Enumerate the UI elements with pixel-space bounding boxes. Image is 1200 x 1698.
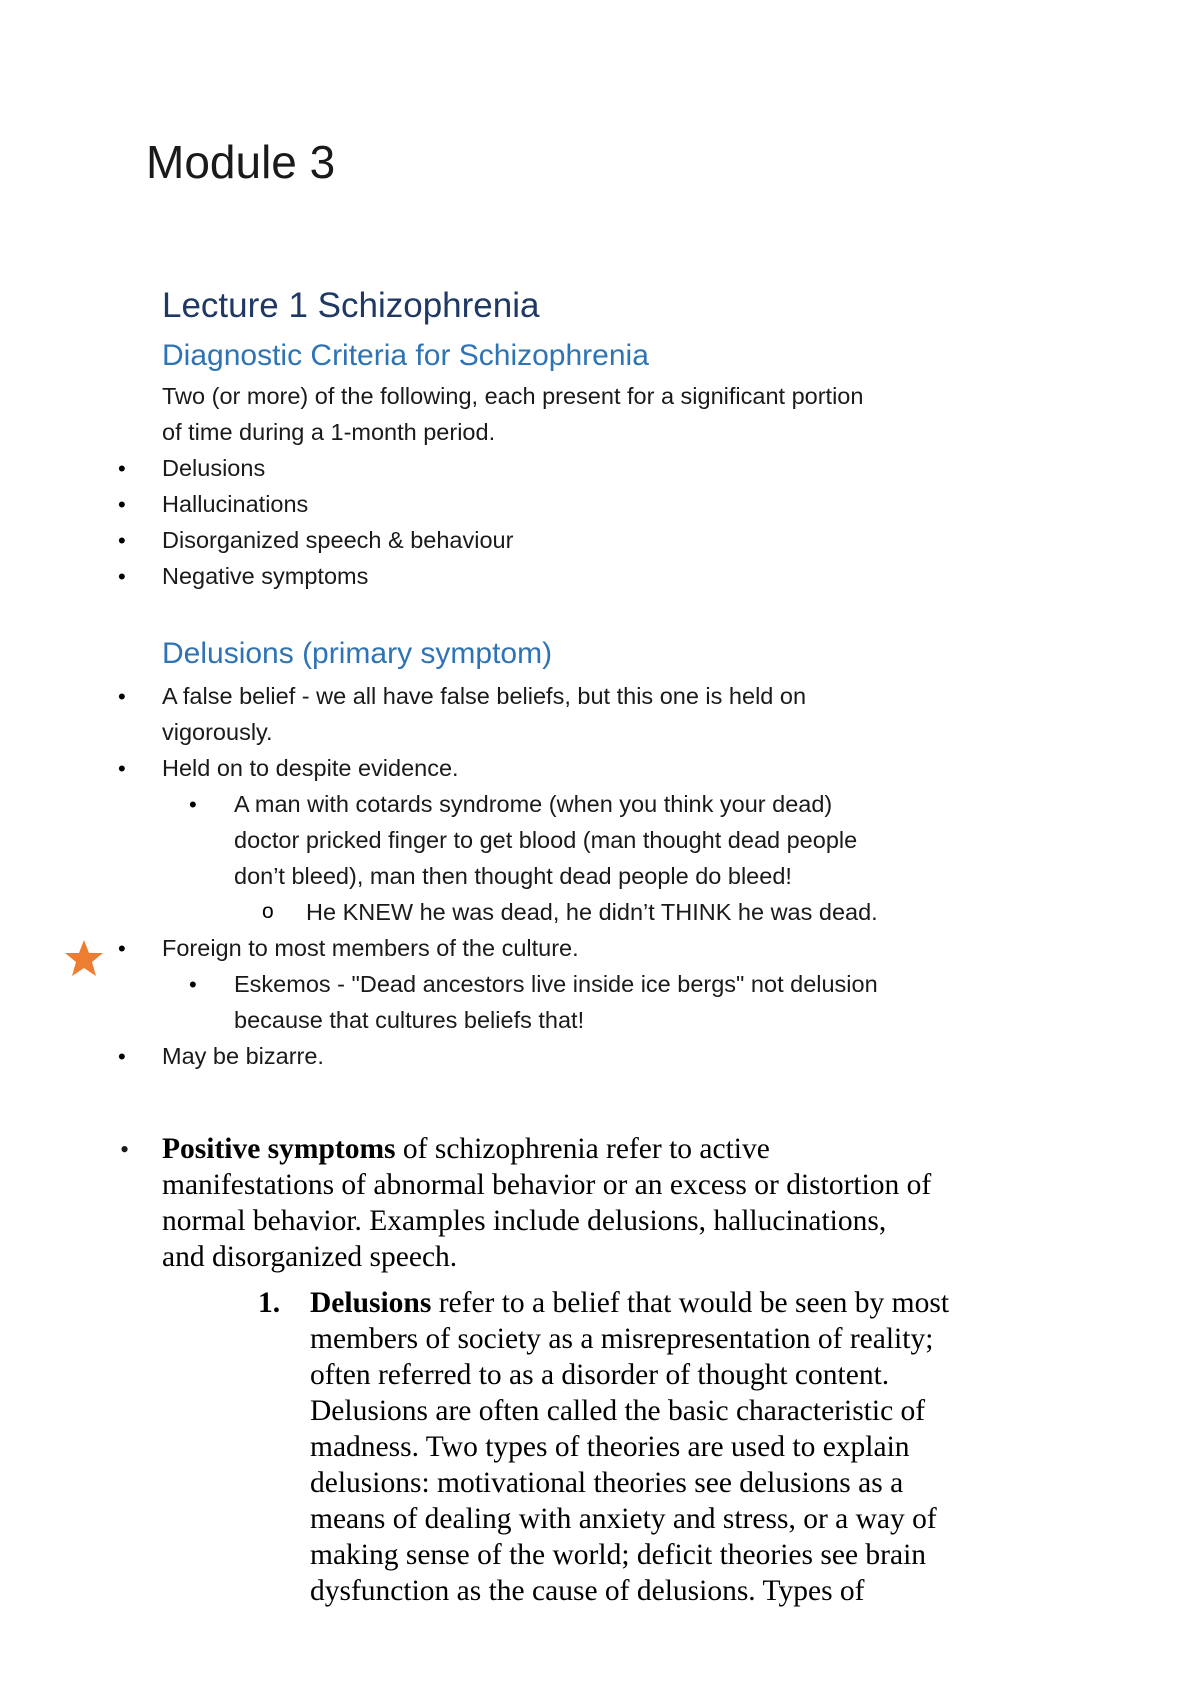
delusions-heading: Delusions (primary symptom): [162, 637, 553, 670]
positive-line4: and disorganized speech.: [162, 1241, 458, 1273]
num1-line6: delusions: motivational theories see delusions as a: [310, 1467, 904, 1499]
sub-bullet: •: [189, 972, 197, 997]
num1-line3: often referred to as a disorder of thought content.: [310, 1359, 890, 1391]
num1-line8: making sense of the world; deficit theories see brain: [310, 1539, 927, 1571]
bullet: •: [118, 564, 126, 589]
delusions-b3-sub-line1: Eskemos - "Dead ancestors live inside ice bergs" not delusion: [234, 971, 878, 997]
bullet: •: [118, 492, 126, 517]
bullet: •: [118, 1044, 126, 1069]
num1-line5: madness. Two types of theories are used to explain: [310, 1431, 910, 1463]
num1-line4: Delusions are often called the basic characteristic of: [310, 1395, 926, 1427]
num1-line7: means of dealing with anxiety and stress, or a way of: [310, 1503, 937, 1535]
diag-intro-line1: Two (or more) of the following, each present for a significant portion: [162, 383, 864, 409]
num1-line1: [310, 1285, 949, 1321]
num1-line1-rest: refer to a belief that would be seen by most: [431, 1287, 950, 1319]
positive-line1-rest: of schizophrenia refer to active: [395, 1133, 770, 1165]
num1-line9: dysfunction as the cause of delusions. Types of: [310, 1575, 865, 1607]
delusions-b2-sub-line1: A man with cotards syndrome (when you think your dead): [234, 791, 833, 817]
module-title: Module 3: [146, 136, 336, 188]
diag-intro-line2: of time during a 1-month period.: [162, 419, 496, 445]
delusions-b2-sub-line2: doctor pricked finger to get blood (man thought dead people: [234, 827, 858, 853]
diagnostic-criteria-heading: Diagnostic Criteria for Schizophrenia: [162, 339, 649, 372]
delusions-b4: May be bizarre.: [162, 1043, 324, 1069]
sub-sub-bullet: o: [262, 900, 274, 923]
sub-bullet: •: [189, 792, 197, 817]
bullet: •: [118, 684, 126, 709]
positive-line1: [162, 1131, 770, 1167]
star-icon: [64, 938, 104, 978]
num1-term: Delusions: [310, 1287, 432, 1319]
delusions-b1-line2: vigorously.: [162, 719, 273, 745]
bullet: •: [118, 756, 126, 781]
bullet: •: [120, 1135, 130, 1164]
positive-line2: manifestations of abnormal behavior or an excess or distortion of: [162, 1169, 932, 1201]
bullet: •: [118, 936, 126, 961]
num1-line2: members of society as a misrepresentation of reality;: [310, 1323, 934, 1355]
lecture-title: Lecture 1 Schizophrenia: [162, 286, 540, 325]
delusions-b3-sub-line2: because that cultures beliefs that!: [234, 1007, 585, 1033]
bullet: •: [118, 456, 126, 481]
delusions-b3: Foreign to most members of the culture.: [162, 935, 579, 961]
numbered-label: 1.: [258, 1287, 281, 1319]
criteria-item: Disorganized speech & behaviour: [162, 527, 514, 553]
criteria-item: Delusions: [162, 455, 266, 481]
positive-term: Positive symptoms: [162, 1133, 396, 1165]
criteria-item: Negative symptoms: [162, 563, 369, 589]
delusions-b2-sub-line3: don’t bleed), man then thought dead people do bleed!: [234, 863, 792, 889]
positive-line3: normal behavior. Examples include delusions, hallucinations,: [162, 1205, 887, 1237]
bullet: •: [118, 528, 126, 553]
delusions-b2: Held on to despite evidence.: [162, 755, 459, 781]
delusions-b2-sub-sub: He KNEW he was dead, he didn’t THINK he was dead.: [306, 899, 878, 925]
delusions-b1-line1: A false belief - we all have false beliefs, but this one is held on: [162, 683, 807, 709]
criteria-item: Hallucinations: [162, 491, 309, 517]
